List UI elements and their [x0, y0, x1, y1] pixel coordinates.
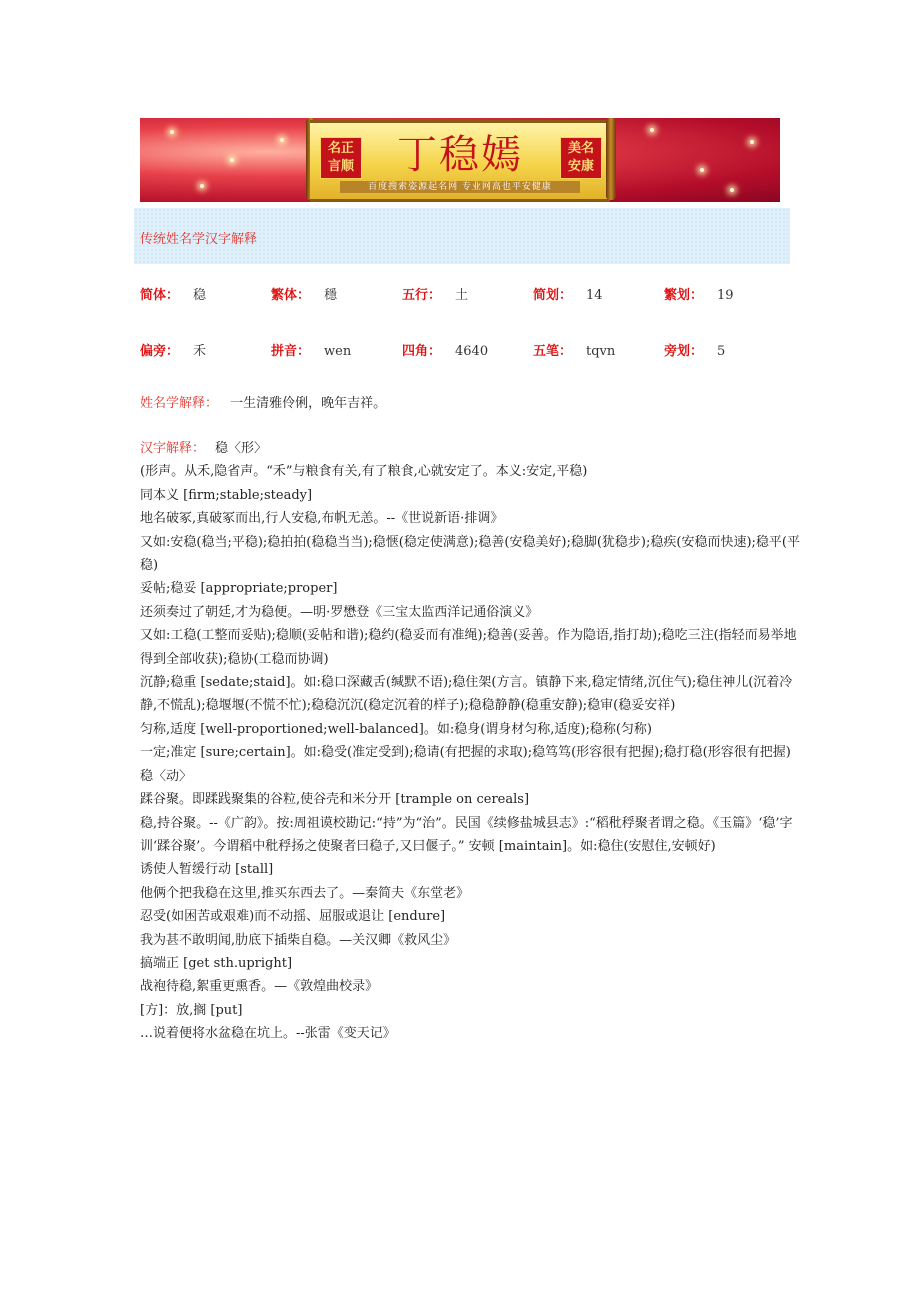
- sparkle-icon: [650, 128, 654, 132]
- banner-name: 丁稳嫣: [397, 132, 523, 178]
- banner-subtitle: 百度搜索姿源起名网 专业网高也平安健康: [340, 181, 580, 193]
- info-cell-simplified: 简体： 稳: [140, 288, 207, 303]
- sparkle-icon: [730, 188, 734, 192]
- info-cell-radical-strokes: 旁划： 5: [664, 344, 726, 359]
- explanation-line: 匀称,适度 [well-proportioned;well-balanced]。如:稳身(谓身材匀称,适度);稳称(匀称): [140, 721, 652, 737]
- info-row-2: [140, 340, 800, 360]
- explanation-line: 一定;准定 [sure;certain]。如:稳受(准定受到);稳请(有把握的求取);稳笃笃(形容很有把握);稳打稳(形容很有把握): [140, 745, 791, 761]
- sparkle-icon: [200, 184, 204, 188]
- info-row-1: [140, 284, 800, 304]
- explanation-line: 搞端正 [get sth.upright]: [140, 955, 293, 971]
- sparkle-icon: [700, 168, 704, 172]
- info-cell-wuxing: 五行： 土: [402, 288, 469, 303]
- explanation-line: 忍受(如困苦或艰难)而不动摇、屈服或退让 [endure]: [140, 909, 446, 925]
- info-cell-pinyin: 拼音： wen: [271, 344, 352, 359]
- section-title: 传统姓名学汉字解释: [140, 232, 258, 247]
- sparkle-icon: [280, 138, 284, 142]
- explanation-line: 我为甚不敢明闻,肋底下插柴自稳。—关汉卿《救风尘》: [140, 932, 457, 948]
- explanation-line: 又如:安稳(稳当;平稳);稳拍拍(稳稳当当);稳惬(稳定使满意);稳善(安稳美好);稳脚(犹稳步);稳疾(安稳而快速);稳平(平稳): [140, 534, 800, 574]
- explanation-line: 蹂谷聚。即蹂践聚集的谷粒,使谷壳和米分开 [trample on cereals]: [140, 792, 530, 808]
- explanation-line: 稳,持谷聚。--《广韵》。按:周祖谟校勘记:“持”为“治”。民国《续修盐城县志》:“稻秕稃聚者谓之稳。《玉篇》‘稳’字训‘蹂谷聚’。今谓稻中秕稃扬之使聚者曰稳子,又曰偃子。” 安顿 [maintain]。如:稳住(安慰住,安顿好): [140, 815, 793, 854]
- explanation-line: 战袍待稳,絮重更熏香。—《敦煌曲校录》: [140, 979, 379, 995]
- explanation-line: 妥帖;稳妥 [appropriate;proper]: [140, 581, 338, 597]
- seal-right: 美名安康: [560, 137, 602, 179]
- explanation-line: 稳〈动〉: [140, 768, 193, 784]
- sparkle-icon: [230, 158, 234, 162]
- explanation-line: 地名破冢,真破冢而出,行人安稳,布帆无恙。--《世说新语·排调》: [140, 511, 504, 527]
- section-header: [134, 208, 790, 264]
- info-cell-trad-strokes: 繁划： 19: [664, 288, 734, 303]
- explanation-line: (形声。从禾,隐省声。“禾”与粮食有关,有了粮食,心就安定了。本义:安定,平稳): [140, 464, 588, 480]
- explanation-line: 他俩个把我稳在这里,推买东西去了。—秦简夫《东堂老》: [140, 885, 470, 901]
- explanation-line: 诱使人暂缓行动 [stall]: [140, 862, 274, 878]
- seal-left: 名正言顺: [320, 137, 362, 179]
- name-meaning: [140, 392, 800, 416]
- char-explanation-head: 汉字解释： 稳〈形〉: [140, 441, 268, 456]
- name-meaning-text: 一生清雅伶俐，晚年吉祥。: [230, 396, 387, 411]
- name-meaning-label: 姓名学解释：: [140, 396, 219, 411]
- sparkle-icon: [170, 130, 174, 134]
- char-explanation: [140, 437, 800, 1046]
- info-cell-radical: 偏旁： 禾: [140, 344, 207, 359]
- explanation-line: [方]：放,搁 [put]: [140, 1002, 243, 1018]
- explanation-line: 沉静;稳重 [sedate;staid]。如:稳口深藏舌(缄默不语);稳住架(方言。镇静下来,稳定情绪,沉住气);稳住神儿(沉着冷静,不慌乱);稳堰堰(不慌不忙);稳稳沉沉(稳定沉着的样子);稳稳静静(稳重安静);稳审(稳妥安祥): [140, 675, 793, 714]
- sparkle-icon: [750, 140, 754, 144]
- explanation-line: 同本义 [firm;stable;steady]: [140, 487, 313, 503]
- explanation-line: 又如:工稳(工整而妥贴);稳顺(妥帖和谐);稳约(稳妥而有准绳);稳善(妥善。作为隐语,指打劫);稳吃三注(指轻而易举地得到全部收获);稳协(工稳而协调): [140, 628, 797, 667]
- info-cell-traditional: 繁体： 穩: [271, 288, 338, 303]
- info-cell-simple-strokes: 简划： 14: [533, 288, 603, 303]
- explanation-line: …说着便将水盆稳在坑上。--张雷《变天记》: [140, 1026, 396, 1042]
- info-cell-wubi: 五笔： tqvn: [533, 344, 616, 359]
- scroll-rod-right: [606, 118, 616, 200]
- explanation-line: 还须奏过了朝廷,才为稳便。—明·罗懋登《三宝太监西洋记通俗演义》: [140, 604, 539, 620]
- name-scroll: [310, 120, 610, 202]
- name-banner: [140, 118, 780, 202]
- info-cell-four-corner: 四角： 4640: [402, 344, 489, 359]
